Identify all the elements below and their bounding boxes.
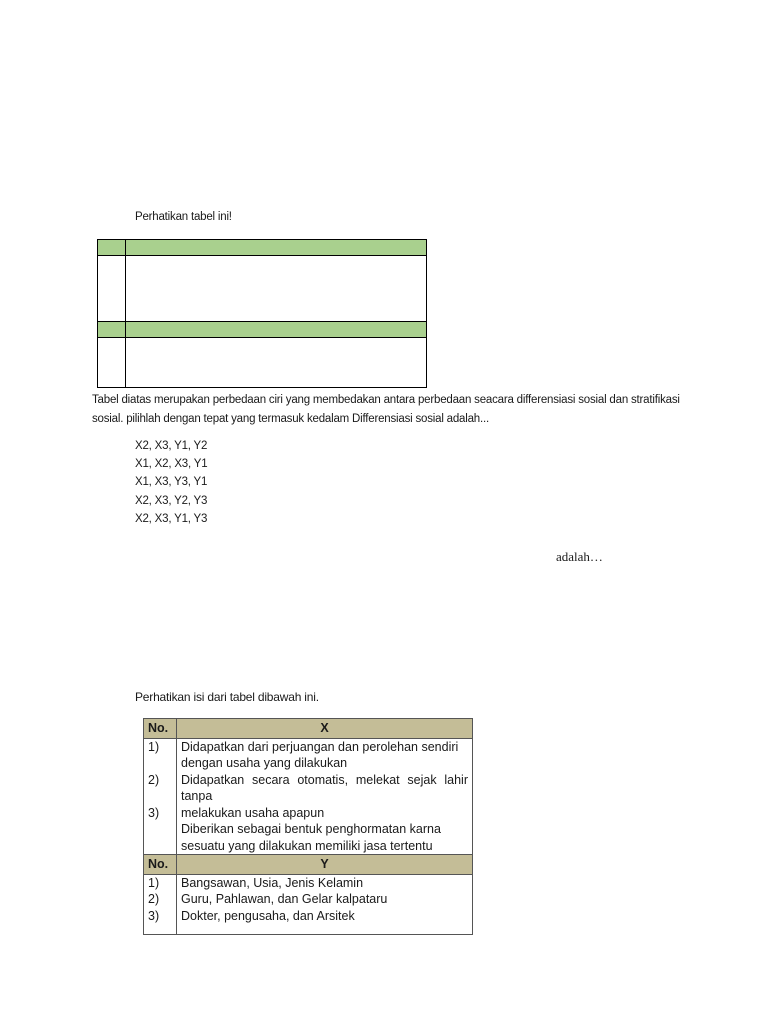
x-row-text: melakukan usaha apapun xyxy=(181,805,325,820)
q1-option: X2, X3, Y1, Y3 xyxy=(135,512,208,525)
q1-option: X2, X3, Y2, Y3 xyxy=(135,494,208,507)
q1-option: X1, X2, X3, Y1 xyxy=(135,458,208,471)
q2-intro: Perhatikan isi dari tabel dibawah ini. xyxy=(135,690,319,704)
y-row-text: Bangsawan, Usia, Jenis Kelamin xyxy=(181,875,364,890)
q1-empty-table xyxy=(97,239,427,388)
x-row-text: Diberikan sebagai bentuk penghormatan karna xyxy=(181,822,441,836)
header-no: No. xyxy=(144,855,177,875)
q1-question xyxy=(92,391,732,429)
q2-x-rows xyxy=(144,738,473,855)
y-row-no: 2) xyxy=(148,892,160,906)
q2-y-rows xyxy=(144,874,473,935)
y-row-no: 1) xyxy=(148,875,160,890)
y-row-texts xyxy=(177,874,473,935)
q1-table-header-x xyxy=(98,240,427,256)
q1-table-header-y xyxy=(98,322,427,338)
q1-options xyxy=(135,437,207,528)
q1-intro: Perhatikan tabel ini! xyxy=(135,211,232,223)
q2-table-header-y xyxy=(144,855,473,875)
q1-question-line2: sosial. pilihlah dengan tepat yang termasuk kedalam Differensiasi sosial adalah... xyxy=(92,413,489,425)
header-no: No. xyxy=(144,719,177,739)
q1-table-row-y xyxy=(98,338,427,388)
header-y: Y xyxy=(177,855,473,875)
x-row-texts xyxy=(177,738,473,855)
x-row-numbers xyxy=(144,738,177,855)
y-row-no: 3) xyxy=(148,908,160,923)
x-row-text: sesuatu yang dilakukan memiliki jasa tertentu xyxy=(181,838,433,853)
q2-table xyxy=(143,718,473,935)
x-row-text: dengan usaha yang dilakukan xyxy=(181,756,348,770)
q1-question-line1: Tabel diatas merupakan perbedaan ciri yang membedakan antara perbedaan seacara differensiasi sosial dan stratifikasi xyxy=(92,394,680,406)
header-x: X xyxy=(177,719,473,739)
q2-stray-text: adalah… xyxy=(556,549,603,564)
y-row-numbers xyxy=(144,874,177,935)
q1-option: X1, X3, Y3, Y1 xyxy=(135,476,208,489)
y-row-text: Dokter, pengusaha, dan Arsitek xyxy=(181,908,355,923)
x-row-no: 1) xyxy=(148,739,160,754)
q1-option: X2, X3, Y1, Y2 xyxy=(135,440,208,452)
x-row-text: Didapatkan dari perjuangan dan perolehan sendiri xyxy=(181,739,459,754)
x-row-no: 2) xyxy=(148,772,160,787)
x-row-text: Didapatkan secara otomatis, melekat sejak lahir tanpa xyxy=(181,772,468,803)
y-row-text: Guru, Pahlawan, dan Gelar kalpataru xyxy=(181,892,388,906)
x-row-no: 3) xyxy=(148,805,160,820)
q1-table-row-x xyxy=(98,256,427,322)
q2-table-header-x xyxy=(144,719,473,739)
